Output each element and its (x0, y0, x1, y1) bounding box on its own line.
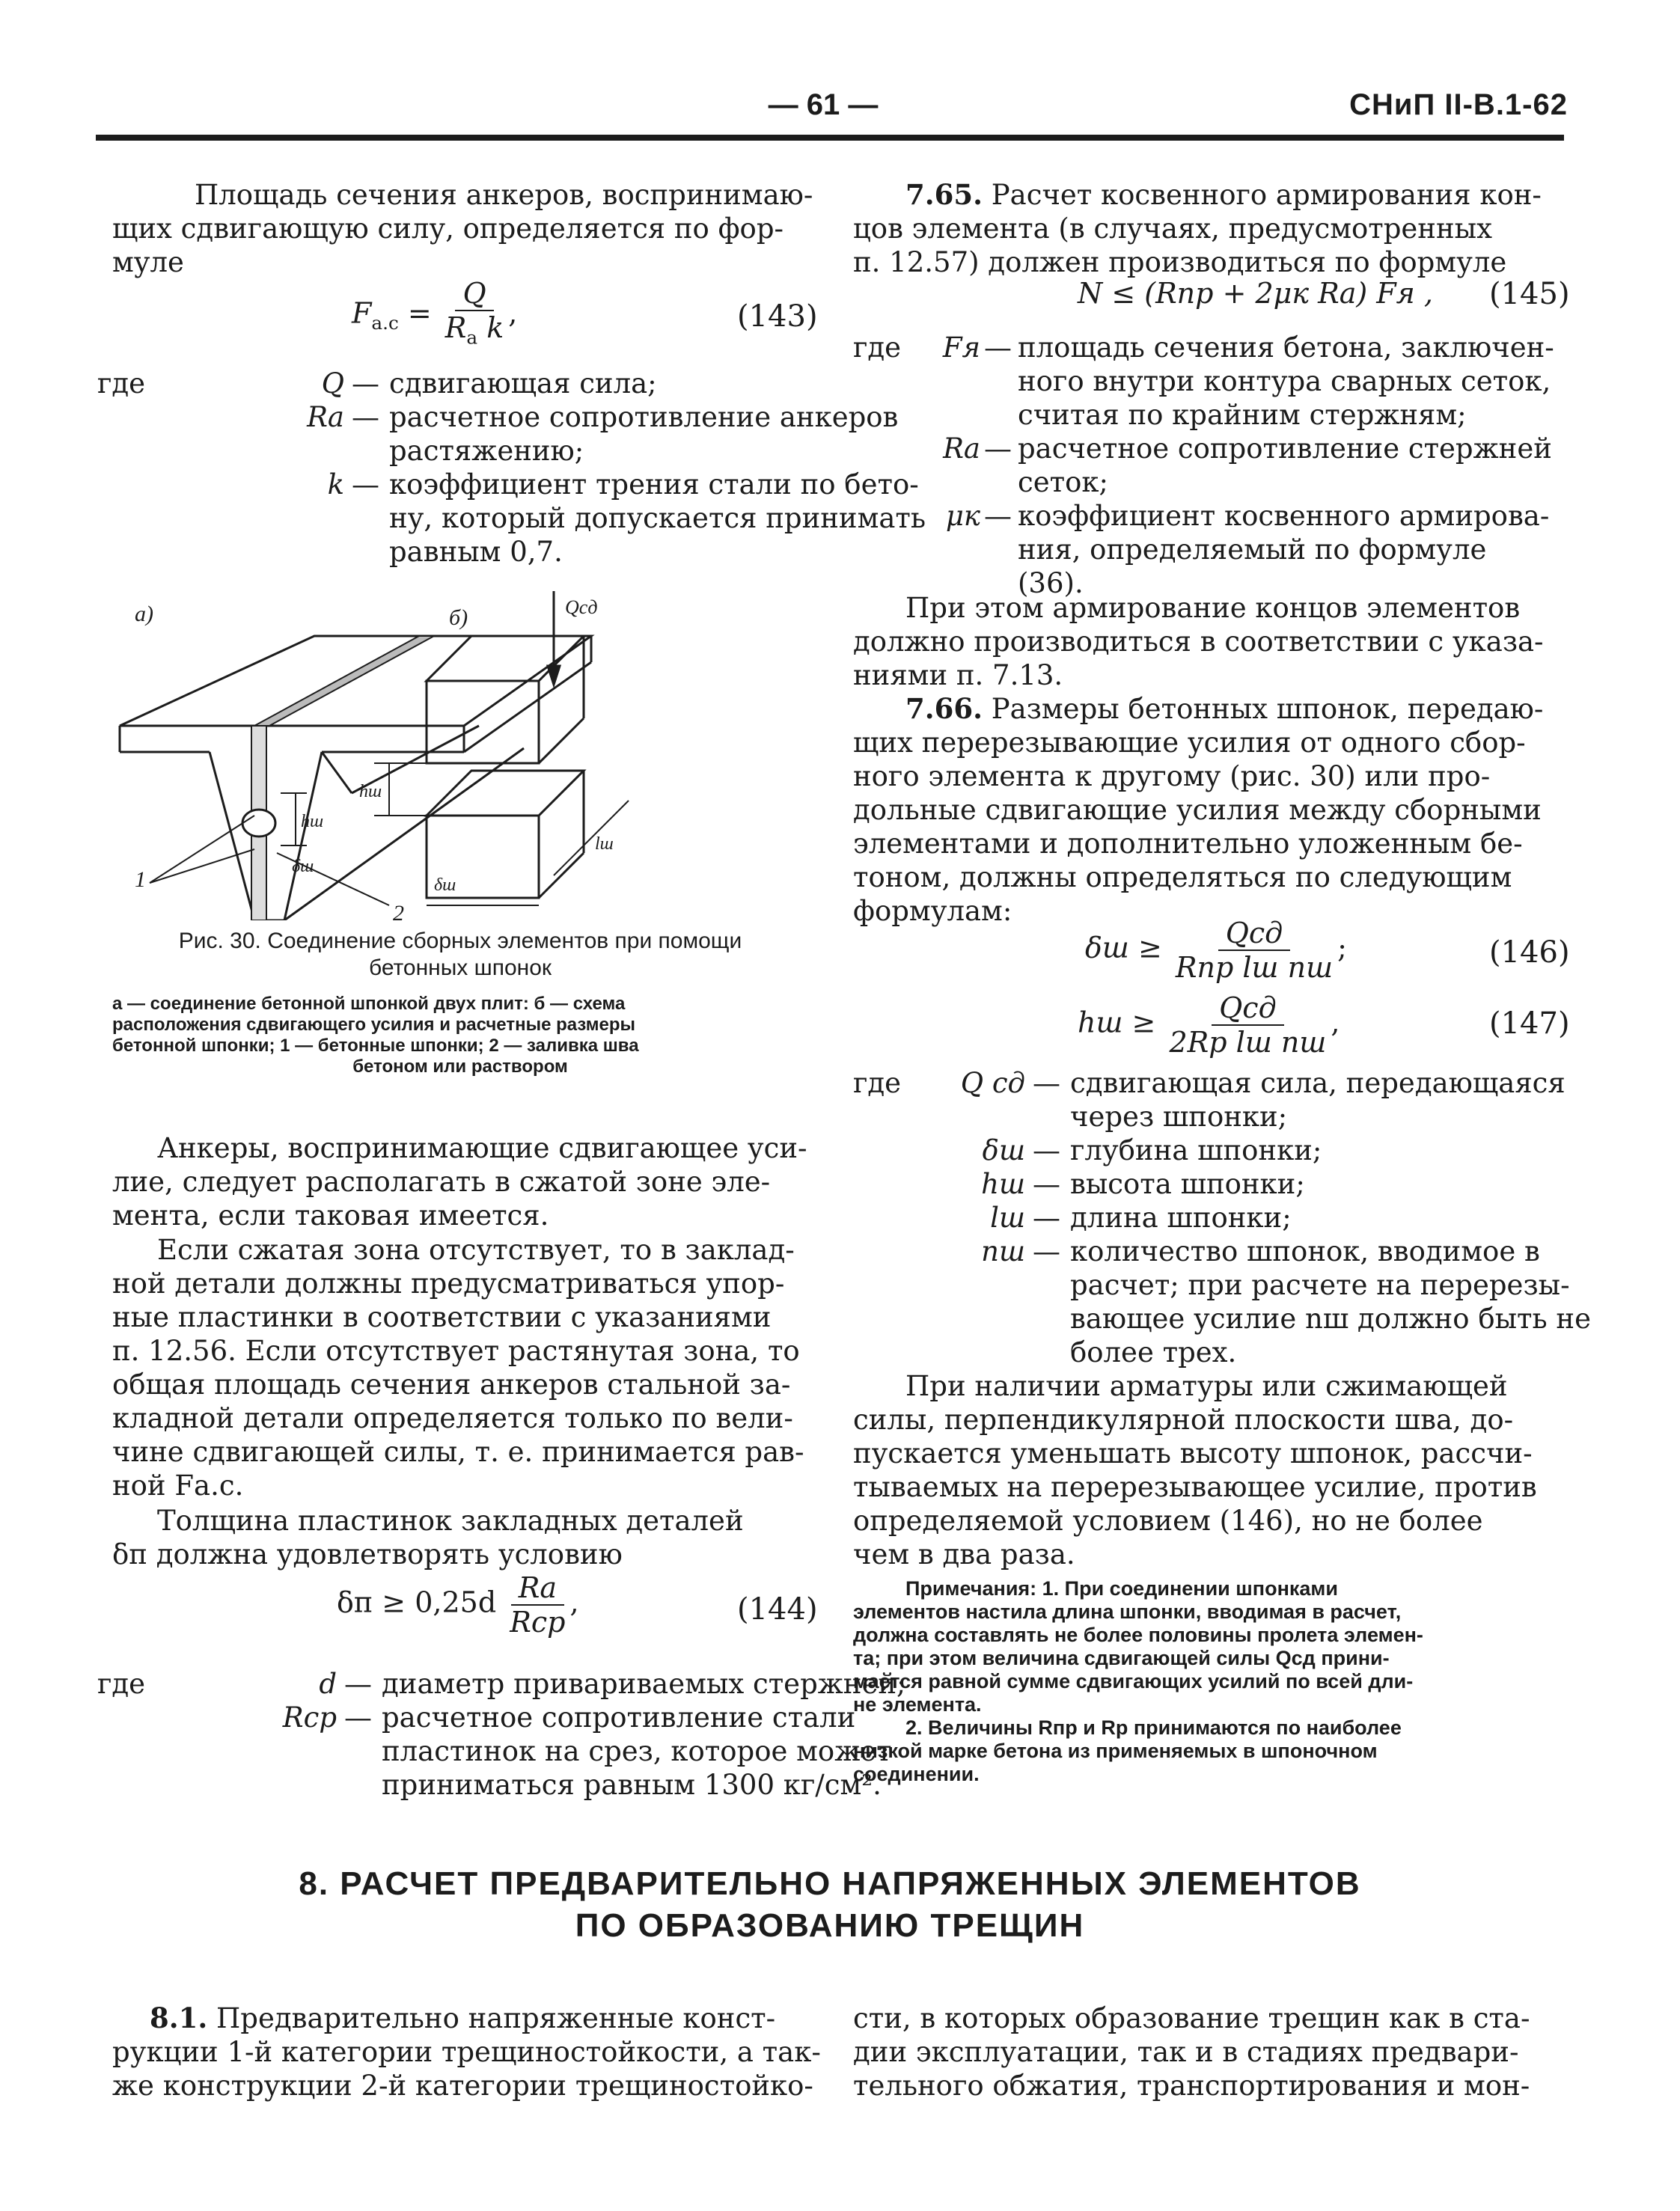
formula-146: δш ≥ $\frac{\text{Qсд}}{\text{Rпр lш nш}}$ ; (1085, 917, 1347, 984)
figure-h-label: hш (301, 812, 324, 831)
formula-145-number: (145) (1489, 277, 1570, 311)
notes-block: Примечания: 1. При соединении шпонками элементов настила длина шпонки, вводимая в расчет, должна составлять не более половины пролета элемен- та; при этом величина сдвигающей силы Qсд прини- мается равной сумме сдвигающих усилий по всей дли- не элемента. 2. Величины Rпр и Rр принимаются по наиболее низкой марке бетона из применяемых в шпоночном соединении. (853, 1577, 1423, 1785)
formula-147-number: (147) (1489, 1006, 1570, 1041)
formula-143-number: (143) (737, 299, 818, 334)
reinforcement-paragraph: При этом армирование концов элементов должно производиться в соответствии с указа- ниями п. 7.13. (853, 592, 1544, 691)
compressed-zone-paragraph: Если сжатая зона отсутствует, то в заклад- ной детали должны предусматриваться упор- ные пластинки в соответствии с указаниями п. 12.56. Если отсутствует растянутая зона, то общая площадь сечения анкеров стальной за- кладной детали определяется только по вели- чине сдвигающей силы, т. е. принимается рав- ной Fа.с. (112, 1234, 804, 1502)
header-rule (96, 135, 1564, 141)
formula-146-number: (146) (1489, 935, 1570, 970)
paragraph-8-1-left: 8.1. Предварительно напряженные конст- рукции 1-й категории трещиностойкости, а так- же конструкции 2-й категории трещиностойко- (112, 2001, 821, 2102)
reinforcement-force-paragraph: При наличии арматуры или сжимающей силы, перпендикулярной плоскости шва, до- пускается уменьшать высоту шпонок, рассчи- тываемых на перерезывающее усилие, против определяемой условием (146), но не более чем в два раза. (853, 1370, 1537, 1571)
figure-caption: Рис. 30. Соединение сборных элементов при помощи бетонных шпонок (178, 929, 742, 980)
formula-143: $F_{а.с}$ = $\frac{Q}{R_а k}$ , (352, 277, 518, 349)
paragraph-8-1-right: сти, в которых образование трещин как в ста- дии эксплуатации, так и в стадиях предвари- тельного обжатия, транспортирования и мон- (853, 2002, 1530, 2102)
formula-145: N ≤ (Rпр + 2μк Rа) Fя , (1078, 277, 1433, 310)
figure-callout-2: 2 (393, 901, 404, 920)
paragraph-7-65: 7.65. Расчет косвенного армирования кон- цов элемента (в случаях, предусмотренных п. 12.57) должен производиться по формуле (853, 178, 1542, 278)
section-8-title: 8. РАСЧЕТ ПРЕДВАРИТЕЛЬНО НАПРЯЖЕННЫХ ЭЛЕМЕНТОВ ПО ОБРАЗОВАНИЮ ТРЕЩИН (299, 1865, 1361, 1944)
page-number: — 61 — (768, 88, 879, 121)
figure-30 (105, 591, 823, 920)
formula-147: hш ≥ $\frac{\text{Qсд}}{\text{2Rр lш nш}}$ , (1078, 991, 1340, 1059)
figure-l-label: lш (595, 834, 614, 854)
figure-label-b: б) (449, 605, 468, 630)
definitions-144: где d — диаметр привариваемых стержней; Rср — расчетное сопротивление стали пластинок на срез, которое может приниматься равным 1300 кг/см². (97, 1668, 906, 1801)
figure-dd-label: δш (434, 875, 456, 895)
definitions-145: где Fя — площадь сечения бетона, заключен- ного внутри контура сварных сеток, считая по крайним стержням; Rа — расчетное сопротивление стержней сеток; μк — коэффициент косвенного армирова- ния, определяемый по формуле (36). (853, 331, 1554, 599)
document-code: СНиП II-В.1-62 (1349, 88, 1568, 121)
figure-legend: а — соединение бетонной шпонкой двух плит: б — схема расположения сдвигающего усилия и расчетные размеры бетонной шпонки; 1 — бетонные шпонки; 2 — заливка шва бетоном или раствором (112, 994, 639, 1077)
plate-thickness-paragraph: Толщина пластинок закладных деталей δп должна удовлетворять условию (112, 1505, 744, 1571)
figure-q-label: Qсд (565, 596, 598, 618)
figure-hs-label: hш (359, 782, 382, 801)
anchors-paragraph: Анкеры, воспринимающие сдвигающее уси- лие, следует располагать в сжатой зоне эле- мента, если таковая имеется. (112, 1132, 807, 1232)
figure-label-a: а) (135, 602, 153, 626)
figure-d-label: δш (292, 857, 314, 876)
grout-seam (254, 636, 434, 726)
paragraph-7-66: 7.66. Размеры бетонных шпонок, передаю- щих перерезывающие усилия от одного сбор- ного элемента к другому (рис. 30) или про- дольные сдвигающие усилия между сборными элементами и дополнительно уложенным бе- тоном, должны определяться по следующим формулам: (853, 692, 1544, 927)
figure-callout-1: 1 (135, 867, 146, 892)
formula-144: δп ≥ 0,25d $\frac{Rа}{\text{Rср}}$ , (337, 1571, 579, 1639)
definitions-143: где Q — сдвигающая сила; Rа — расчетное сопротивление анкеров растяжению; k — коэффициент трения стали по бето- ну, который допускается принимать равным 0,7. (97, 367, 926, 568)
intro-paragraph: Площадь сечения анкеров, воспринимаю- щих сдвигающую силу, определяется по фор- муле (112, 179, 813, 278)
formula-144-number: (144) (737, 1592, 818, 1627)
definitions-147: где Q сд — сдвигающая сила, передающаяся через шпонки; δш — глубина шпонки; hш — высота шпонки; lш — длина шпонки; nш — количество шпонок, вводимое в расчет; при расчете на перерезы- вающее усилие nш должно быть не более трех. (853, 1067, 1591, 1369)
